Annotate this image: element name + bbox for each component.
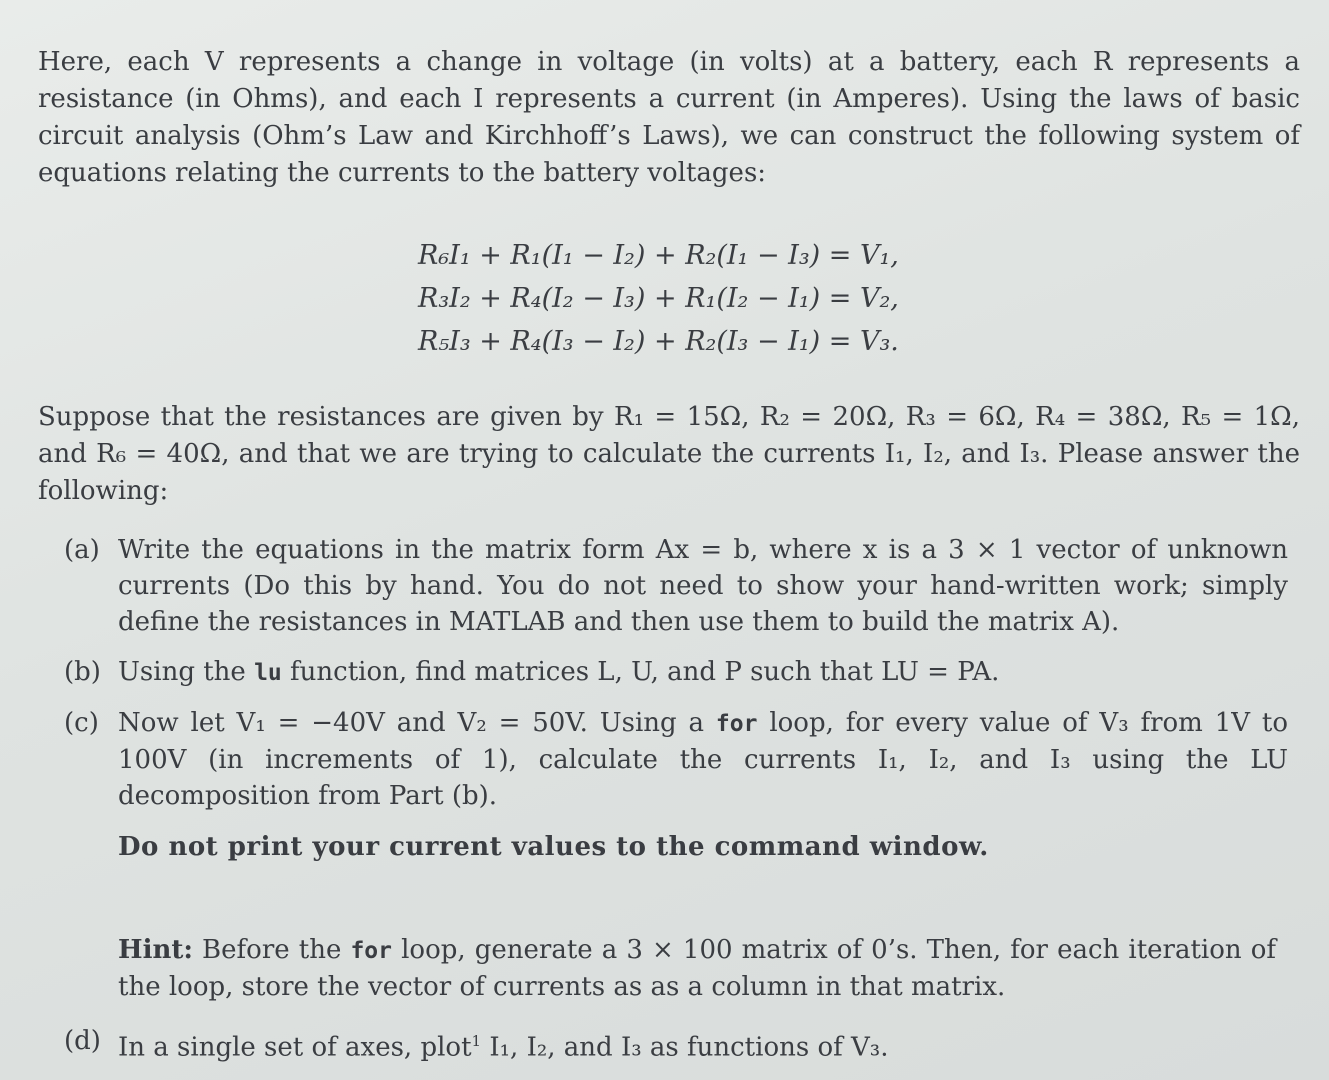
question-list-d xyxy=(38,1023,1300,1066)
equation-system xyxy=(418,234,1300,363)
question-d xyxy=(64,1023,1300,1066)
do-not-print-note: Do not print your current values to the command window. xyxy=(118,832,989,862)
question-c-label: (c) xyxy=(64,708,99,738)
question-b-pre: Using the xyxy=(118,657,255,687)
question-c-text xyxy=(118,705,1300,814)
footnote-marker: 1 xyxy=(471,1032,482,1050)
hint-pre: Before the xyxy=(192,935,351,965)
question-list xyxy=(38,532,1300,814)
hint-post: loop, generate a 3 × 100 matrix of 0’s. Then, for each iteration of the loop, store the vector of currents as as a column in that matrix. xyxy=(118,935,1277,1002)
given-paragraph: Suppose that the resistances are given by R₁ = 15Ω, R₂ = 20Ω, R₃ = 6Ω, R₄ = 38Ω, R₅ = 1Ω, and R₆ = 40Ω, and that we are trying to calculate the currents I₁, I₂, and I₃. Please answer the following: xyxy=(38,402,1300,506)
question-a-label: (a) xyxy=(64,535,100,565)
question-a-text: Write the equations in the matrix form Ax = b, where x is a 3 × 1 vector of unknown currents (Do this by hand. You do not need to show your hand-written work; simply define the resistances in MATLAB and then use them to build the matrix A). xyxy=(118,535,1288,637)
question-d-text xyxy=(118,1023,1300,1066)
equation-3: R₅I₃ + R₄(I₃ − I₂) + R₂(I₃ − I₁) = V₃. xyxy=(418,326,899,357)
hint-code-for: for xyxy=(350,938,392,964)
question-b-post: function, find matrices L, U, and P such that LU = PA. xyxy=(281,657,1000,687)
question-b-label: (b) xyxy=(64,657,101,687)
question-d-pre: In a single set of axes, plot xyxy=(118,1032,472,1063)
question-c xyxy=(64,705,1300,814)
problem-page xyxy=(38,44,1300,1080)
question-d-label: (d) xyxy=(64,1026,101,1056)
question-a xyxy=(64,532,1300,640)
equation-1: R₆I₁ + R₁(I₁ − I₂) + R₂(I₁ − I₃) = V₁, xyxy=(418,240,899,271)
code-for: for xyxy=(715,711,758,737)
question-b-text xyxy=(118,654,1300,691)
hint-label: Hint: xyxy=(118,935,193,965)
code-lu: lu xyxy=(254,660,282,686)
question-c-post: loop, for every value of V₃ from 1V to 100V (in increments of 1), calculate the currents I₁, I₂, and I₃ using the LU decomposition from Part (b). xyxy=(118,708,1288,811)
question-c-pre: Now let V₁ = −40V and V₂ = 50V. Using a xyxy=(118,708,716,738)
equation-2: R₃I₂ + R₄(I₂ − I₃) + R₁(I₂ − I₁) = V₂, xyxy=(418,283,899,314)
question-d-post: I₁, I₂, and I₃ as functions of V₃. xyxy=(481,1032,889,1063)
hint-paragraph xyxy=(118,932,1300,1005)
question-b xyxy=(64,654,1300,691)
intro-paragraph: Here, each V represents a change in voltage (in volts) at a battery, each R represents a resistance (in Ohms), and each I represents a current (in Amperes). Using the laws of basic circuit analysis (Ohm’s Law and Kirchhoff’s Laws), we can construct the following system of equations relating the currents to the battery voltages: xyxy=(38,47,1300,188)
